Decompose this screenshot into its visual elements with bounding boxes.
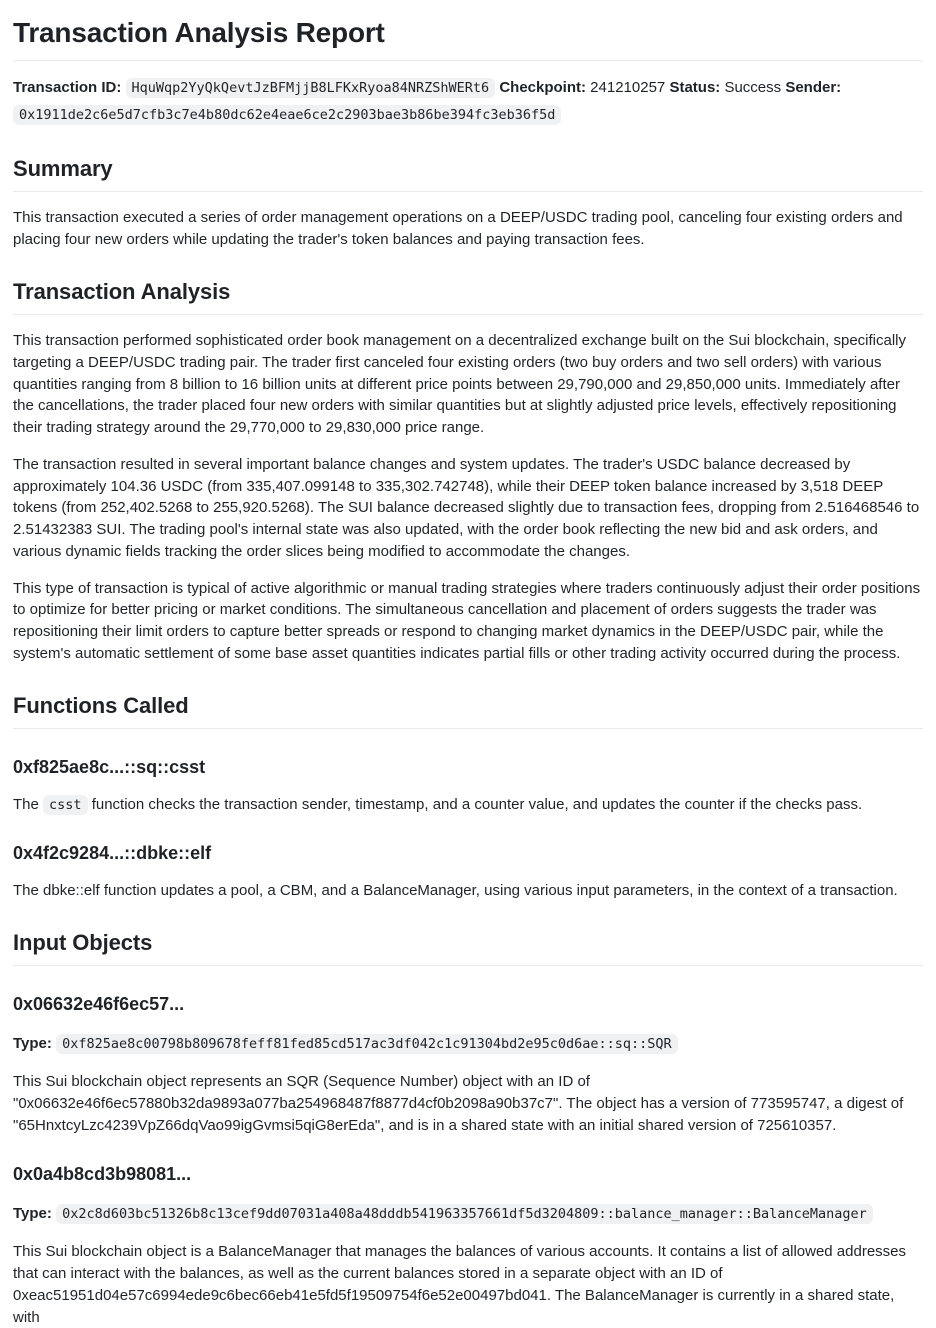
functions-heading: Functions Called bbox=[13, 692, 923, 730]
transaction-id-label: Transaction ID: bbox=[13, 78, 122, 96]
input-object-description: This Sui blockchain object represents an SQR (Sequence Number) object with an ID of "0x06632e46f6ec57880b32da9893a077ba254968487f8877d4cf0b2098a90b37c7". The object has a version of 773595747, a digest of "65HnxtcyLzc4239VpZ66dqVao99igGvmsi5qiG8erEda", and is in a shared state with an initial shared version of 725610357. bbox=[13, 1073, 904, 1134]
page-title: Transaction Analysis Report bbox=[13, 16, 923, 61]
report-page bbox=[0, 16, 936, 1326]
function-desc-prefix: The bbox=[13, 795, 44, 813]
function-name: 0xf825ae8c...::sq::csst bbox=[13, 757, 206, 778]
checkpoint-label: Checkpoint: bbox=[499, 78, 586, 96]
input-object-type-line bbox=[13, 1031, 923, 1057]
function-desc-suffix: function checks the transaction sender, timestamp, and a counter value, and updates the counter if the checks pass. bbox=[87, 795, 863, 813]
summary-text: This transaction executed a series of order management operations on a DEEP/USDC trading pool, canceling four existing orders and placing four new orders while updating the trader's token balances and paying transaction fees. bbox=[13, 209, 903, 248]
input-object-name: 0x0a4b8cd3b98081... bbox=[13, 1164, 192, 1185]
input-object-description: This Sui blockchain object is a BalanceManager that manages the balances of various accounts. It contains a list of allowed addresses that can interact with the balances, as well as the current balances stored in a separate object with an ID of 0xeac51951d04e57c6994ede9c6bec66eb41e5fd5f19509754f6e52e00497bd041. The BalanceManager is currently in a shared state, with bbox=[13, 1243, 907, 1326]
analysis-paragraph: This transaction performed sophisticated order book management on a decentralized exchange built on the Sui blockchain, specifically targeting a DEEP/USDC trading pair. The trader first canceled four existing orders (two buy orders and two sell orders) with various quantities ranging from 8 billion to 16 billion units at different price points between 29,790,000 and 29,850,000 units. Immediately after the cancellations, the trader placed four new orders with similar quantities but at slightly adjusted price levels, effectively repositioning their trading strategy around the 29,770,000 to 29,830,000 price range. bbox=[13, 332, 907, 437]
summary-heading: Summary bbox=[13, 155, 923, 193]
analysis-heading: Transaction Analysis bbox=[13, 278, 923, 316]
status-value: Success bbox=[724, 78, 782, 96]
function-description: The dbke::elf function updates a pool, a CBM, and a BalanceManager, using various input parameters, in the context of a transaction. bbox=[13, 881, 898, 899]
analysis-paragraph: The transaction resulted in several important balance changes and system updates. The trader's USDC balance decreased by approximately 104.36 USDC (from 335,407.099148 to 335,302.742748), while their DEEP token balance increased by 3,518 DEEP tokens (from 252,402.5268 to 255,920.5268). The SUI balance decreased slightly due to transaction fees, dropping from 2.516468546 to 2.51432383 SUI. The trading pool's internal state was also updated, with the order book reflecting the new bid and ask orders, and various dynamic fields tracking the order slices being modified to accommodate the changes. bbox=[13, 455, 920, 560]
function-name: 0x4f2c9284...::dbke::elf bbox=[13, 843, 212, 864]
input-object-type: 0x2c8d603bc51326b8c13cef9dd07031a408a48dddb541963357661df5d3204809::balance_manager::BalanceManager bbox=[56, 1204, 873, 1224]
input-object-name: 0x06632e46f6ec57... bbox=[13, 994, 185, 1015]
checkpoint-value: 241210257 bbox=[590, 78, 666, 96]
function-description bbox=[13, 794, 923, 816]
input-object-type-line bbox=[13, 1201, 923, 1227]
type-label: Type: bbox=[13, 1204, 52, 1222]
sender-label: Sender: bbox=[785, 78, 842, 96]
input-object-type: 0xf825ae8c00798b809678feff81fed85cd517ac3df042c1c91304bd2e95c0d6ae::sq::SQR bbox=[56, 1034, 678, 1054]
type-label: Type: bbox=[13, 1034, 52, 1052]
transaction-meta bbox=[13, 74, 923, 128]
input-objects-heading: Input Objects bbox=[13, 929, 923, 967]
status-label: Status: bbox=[669, 78, 721, 96]
analysis-paragraph: This type of transaction is typical of active algorithmic or manual trading strategies where traders continuously adjust their order positions to optimize for better pricing or market conditions. The simultaneous cancellation and placement of orders suggests the trader was repositioning their limit orders to capture better spreads or respond to changing market dynamics in the DEEP/USDC pair, while the system's automatic settlement of some base asset quantities indicates partial fills or other trading activity occurred during the process. bbox=[13, 579, 921, 662]
csst-code: csst bbox=[43, 795, 88, 815]
transaction-id-value: HquWqp2YyQkQevtJzBFMjjB8LFKxRyoa84NRZShWERt6 bbox=[126, 78, 496, 98]
sender-value: 0x1911de2c6e5d7cfb3c7e4b80dc62e4eae6ce2c2903bae3b86be394fc3eb36f5d bbox=[13, 105, 561, 125]
